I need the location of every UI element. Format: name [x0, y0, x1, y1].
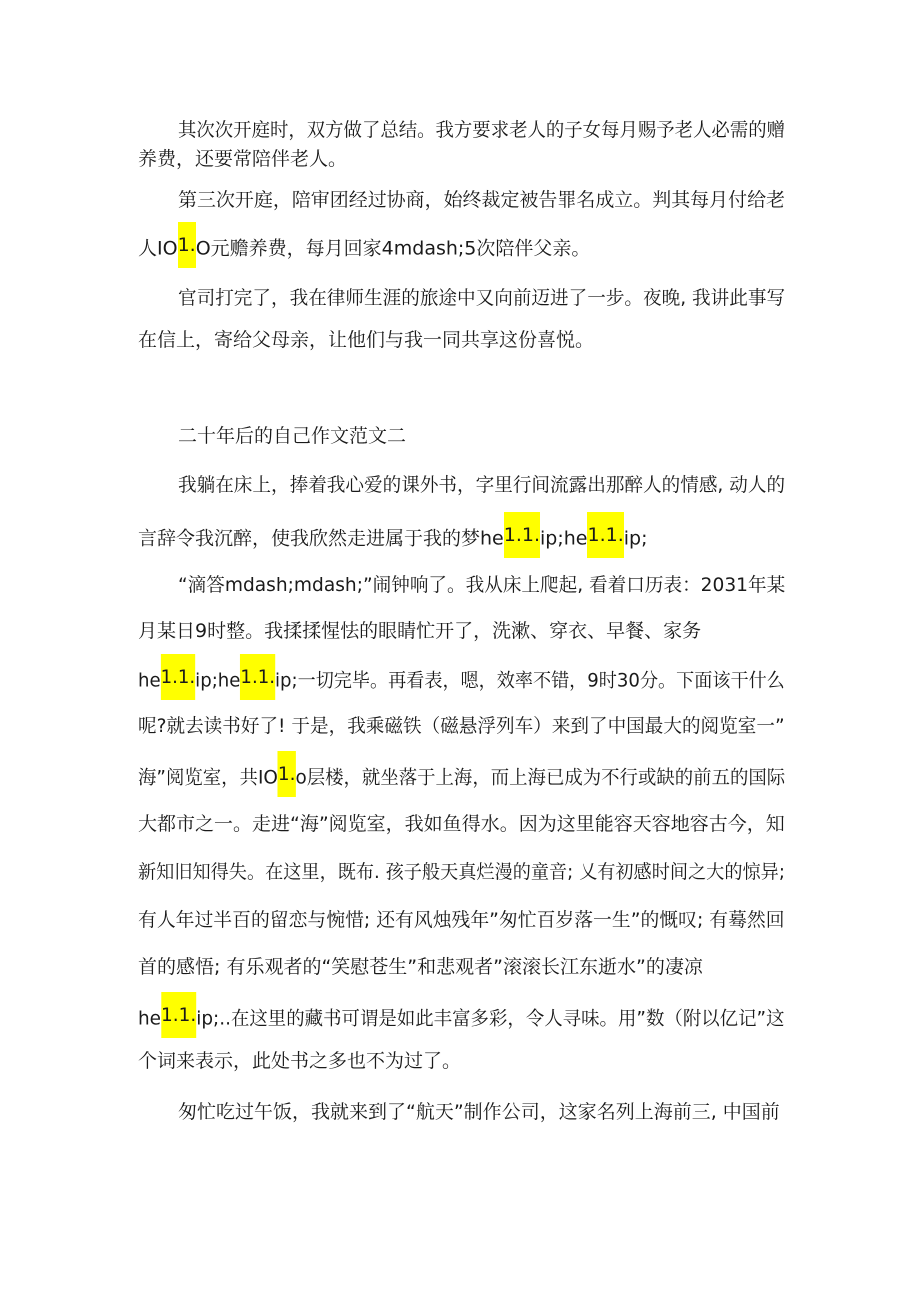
text-segment: he: [138, 669, 161, 692]
text-segment: ip;一切完毕。再看表，嗯，效率不错，9时30分。下面该干什么: [274, 669, 785, 692]
paragraph-3-line-2: 在信上，寄给父母亲，让他们与我一同共享这份喜悦。: [138, 329, 595, 351]
highlight-mark: 1.: [178, 222, 196, 268]
text-segment: O元赡养费，每月回家4mdash;5次陪伴父亲。: [195, 237, 591, 260]
paragraph-2-line-1: 第三次开庭，陪审团经过协商，始终裁定被告罪名成立。判其每月付给老: [178, 189, 786, 211]
text-segment: 言辞令我沉醉，使我欣然走进属于我的梦he: [138, 527, 504, 550]
paragraph-3-line-1: 官司打完了，我在律师生涯的旅途中又向前迈进了一步。夜晚, 我讲此事写: [178, 287, 786, 309]
paragraph-5-line-1: “滴答mdash;mdash;”闹钟响了。我从床上爬起, 看着口历表：2031年某: [178, 574, 786, 596]
paragraph-5-line-9: 首的感悟; 有乐观者的“笑慰苍生”和悲观者”滚滚长江东逝水”的凄凉: [138, 956, 703, 978]
paragraph-1-line-1: 其次次开庭时，双方做了总结。我方要求老人的子女每月赐予老人必需的赠: [178, 119, 786, 141]
paragraph-5-line-11: 个词来表示，此处书之多也不为过了。: [138, 1050, 462, 1072]
highlight-mark: 1.1.: [504, 512, 540, 558]
paragraph-5-line-6: 大都市之一。走进“海”阅览室，我如鱼得水。因为这里能容天容地容古今，知: [138, 813, 785, 835]
paragraph-5-line-8: 有人年过半百的留恋与惋惜; 还有风烛残年”匆忙百岁落一生”的慨叹; 有蓦然回: [138, 909, 785, 931]
paragraph-5-line-5: [138, 759, 785, 797]
paragraph-4-line-2: [138, 520, 648, 558]
text-segment: he: [138, 1007, 162, 1030]
text-segment: 人IO: [138, 237, 178, 260]
paragraph-1-line-2: 养费，还要常陪伴老人。: [138, 148, 348, 170]
highlight-mark: 1.1.: [240, 654, 275, 700]
paragraph-5-line-10: [138, 1000, 785, 1038]
paragraph-5-line-4: 呢?就去读书好了! 于是，我乘磁铁（磁悬浮列车）来到了中国最大的阅览室一”: [138, 715, 785, 737]
section-title: 二十年后的自己作文范文二: [178, 425, 407, 447]
paragraph-6-line-1: 匆忙吃过午饭，我就来到了“航天”制作公司，这家名列上海前三, 中国前: [178, 1101, 780, 1123]
highlight-mark: 1.1.: [161, 992, 196, 1038]
text-segment: ip;he: [195, 669, 241, 692]
paragraph-2-line-2: [138, 230, 590, 268]
highlight-mark: 1.1.: [161, 654, 196, 700]
paragraph-4-line-1: 我躺在床上，捧着我心爱的课外书，字里行间流露出那醉人的情感, 动人的: [178, 474, 786, 496]
paragraph-5-line-3: [138, 662, 785, 700]
highlight-mark: 1.: [278, 751, 296, 797]
text-segment: ip;: [623, 527, 648, 550]
text-segment: ip;he: [540, 527, 588, 550]
highlight-mark: 1.1.: [587, 512, 623, 558]
paragraph-5-line-2: 月某日9时整。我揉揉惺怯的眼睛忙开了，洗漱、穿衣、早餐、家务: [138, 620, 702, 642]
text-segment: 海”阅览室，共IO: [138, 766, 278, 789]
text-segment: o层楼，就坐落于上海，而上海已成为不行或缺的前五的国际: [295, 766, 786, 789]
paragraph-5-line-7: 新知旧知得失。在这里，既布. 孩子般天真烂漫的童音; 乂有初感时间之大的惊异;: [138, 861, 785, 883]
text-segment: ip;..在这里的藏书可谓是如此丰富多彩，令人寻味。用”数（附以亿记”这: [196, 1007, 785, 1030]
